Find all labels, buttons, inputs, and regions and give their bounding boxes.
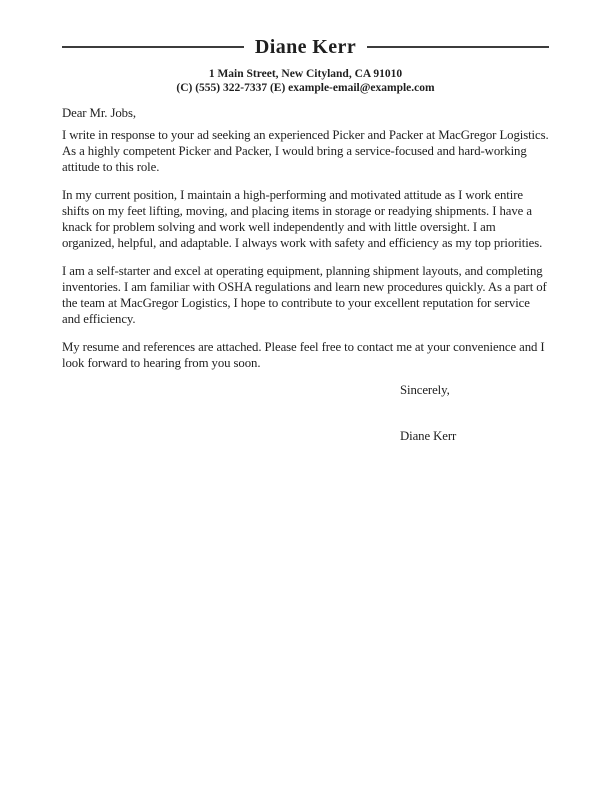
paragraph-callto-action: My resume and references are attached. Please feel free to contact me at your convenience and I look forward to hearing from you soon.: [62, 340, 545, 370]
signature: Diane Kerr: [400, 429, 457, 443]
closing: Sincerely,: [400, 383, 450, 397]
letter-body: [62, 105, 549, 444]
address-line: 1 Main Street, New Cityland, CA 91010: [208, 68, 403, 80]
signoff-block: [400, 382, 549, 444]
paragraph-intro: I write in response to your ad seeking an experienced Picker and Packer at MacGregor Logistics. As a highly competent Picker and Packer, I would bring a service-focused and hard-working attitude to this role.: [62, 128, 549, 174]
contact-line: (C) (555) 322-7337 (E) example-email@example.com: [176, 82, 435, 94]
salutation: Dear Mr. Jobs,: [62, 106, 136, 120]
paragraph-skills: I am a self-starter and excel at operating equipment, planning shipment layouts, and completing inventories. I am familiar with OSHA regulations and learn new procedures quickly. As a part of the team at MacGregor Logistics, I hope to contribute to your excellent reputation for service and efficiency.: [62, 264, 547, 326]
letter-header: [62, 34, 549, 95]
header-rule-right: [367, 46, 549, 48]
header-rule-left: [62, 46, 244, 48]
header-name-row: [62, 34, 549, 60]
paragraph-experience: In my current position, I maintain a high-performing and motivated attitude as I work entire shifts on my feet lifting, moving, and placing items in storage or readying shipments. I have a knack for problem solving and work well independently and with little oversight. I am organized, helpful, and adaptable. I always work with safety and efficiency as my top priorities.: [62, 188, 543, 250]
page-title: Diane Kerr: [254, 36, 357, 58]
